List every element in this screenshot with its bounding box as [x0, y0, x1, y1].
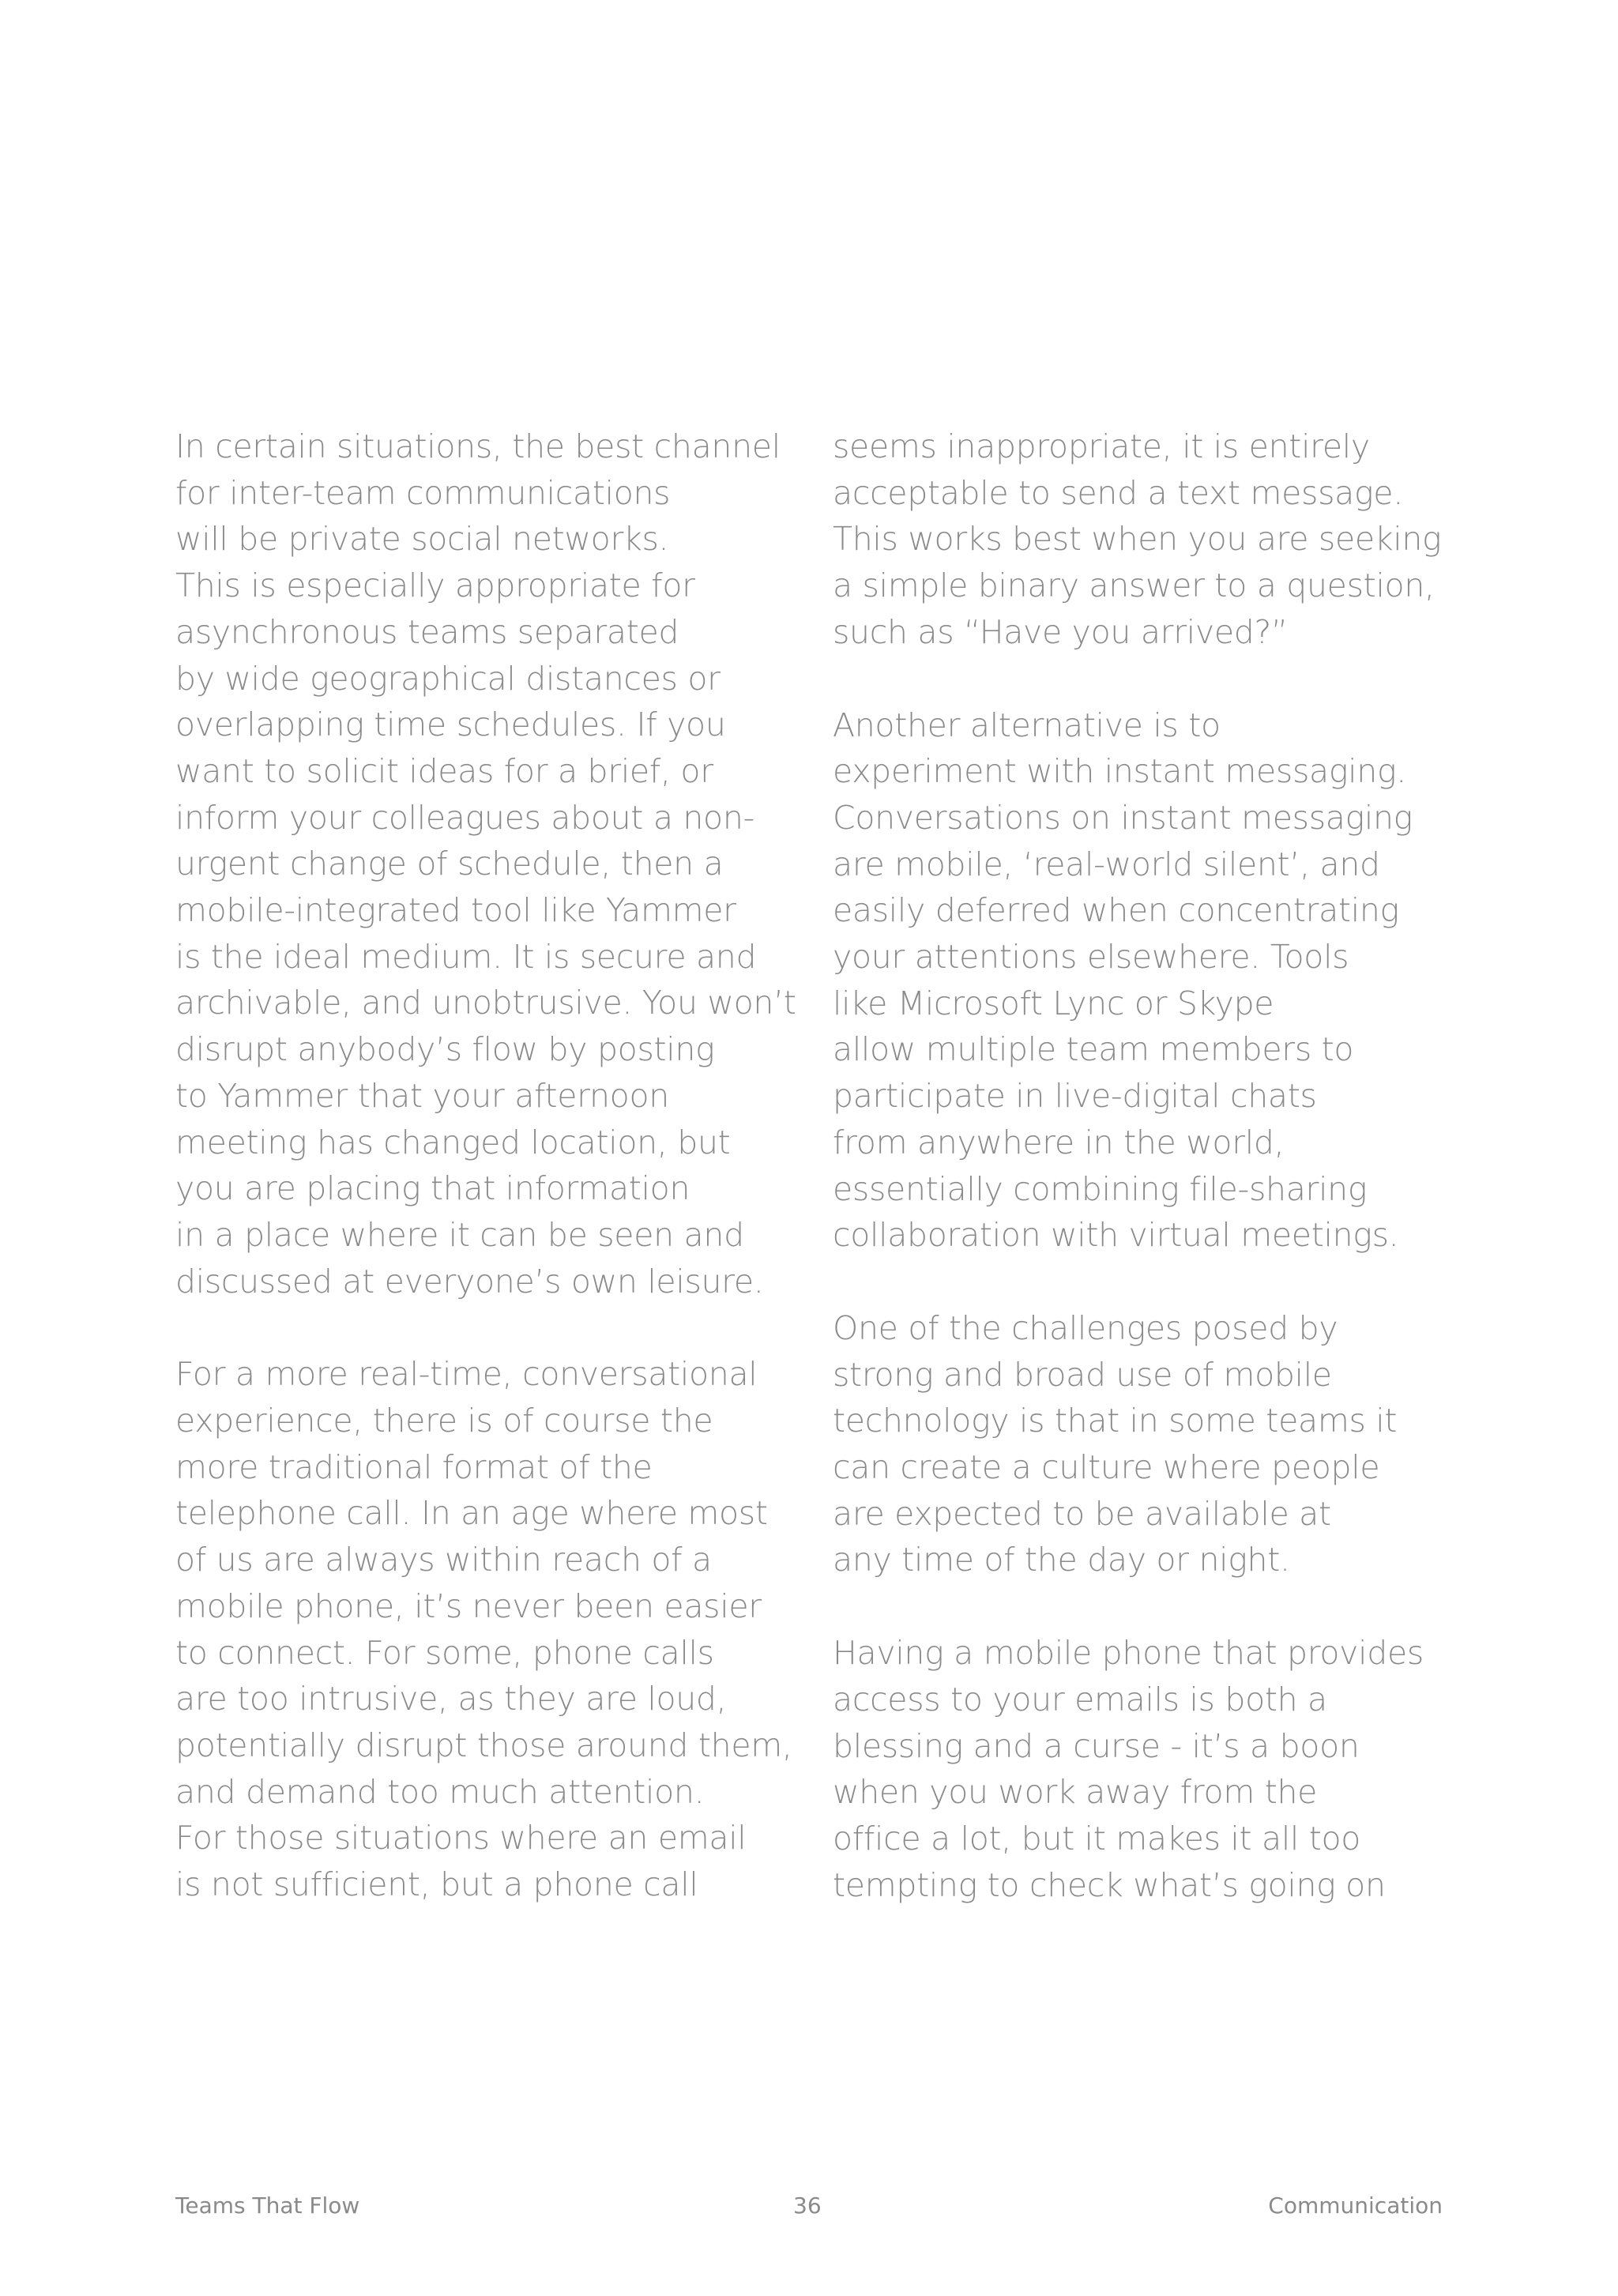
text-line: mobile phone, it’s never been easier [175, 1586, 762, 1625]
text-line: such as “Have you arrived?” [833, 612, 1288, 651]
text-line: access to your emails is both a [833, 1680, 1327, 1718]
text-line: to connect. For some, phone calls [175, 1633, 714, 1672]
text-line: want to solicit ideas for a brief, or [175, 751, 713, 790]
text-line: inform your colleagues about a non- [175, 798, 755, 837]
text-line: One of the challenges posed by [833, 1308, 1338, 1347]
text-line: disrupt anybody’s flow by posting [175, 1030, 715, 1069]
footer-chapter-title: Communication [1268, 2192, 1443, 2219]
text-line: your attentions elsewhere. Tools [833, 938, 1349, 977]
text-line: mobile-integrated tool like Yammer [175, 891, 736, 930]
text-line: Having a mobile phone that provides [833, 1634, 1424, 1673]
text-line: are mobile, ‘real-world silent’, and [833, 845, 1380, 883]
text-line: overlapping time schedules. If you [175, 706, 726, 744]
text-line: meeting has changed location, but [175, 1123, 731, 1161]
text-line: archivable, and unobtrusive. You won’t [175, 984, 796, 1022]
text-line: collaboration with virtual meetings. [833, 1216, 1399, 1255]
text-line: are expected to be available at [833, 1494, 1331, 1533]
text-line: is the ideal medium. It is secure and [175, 937, 757, 976]
text-line: urgent change of schedule, then a [175, 845, 724, 883]
text-line: experience, there is of course the [175, 1402, 713, 1440]
text-line: can create a culture where people [833, 1448, 1380, 1487]
text-line: of us are always within reach of a [175, 1541, 712, 1579]
paragraph [833, 1630, 1457, 1908]
text-line: discussed at everyone’s own leisure. [175, 1262, 764, 1300]
footer-page-number: 36 [793, 2192, 822, 2219]
paragraph [175, 423, 800, 1304]
text-line: experiment with instant messaging. [833, 752, 1406, 791]
text-line: by wide geographical distances or [175, 659, 721, 698]
text-line: is not sufficient, but a phone call [175, 1865, 698, 1904]
paragraph [833, 423, 1457, 656]
text-line: For a more real-time, conversational [175, 1355, 758, 1394]
text-line: For those situations where an email [175, 1819, 747, 1858]
right-column [833, 423, 1457, 1955]
text-line: Conversations on instant messaging [833, 798, 1413, 837]
text-line: asynchronous teams separated [175, 612, 679, 651]
text-line: This works best when you are seeking [833, 520, 1442, 559]
text-line: tempting to check what’s going on [833, 1865, 1386, 1904]
text-line: to Yammer that your afternoon [175, 1076, 669, 1115]
text-line: like Microsoft Lync or Skype [833, 984, 1274, 1022]
text-line: strong and broad use of mobile [833, 1355, 1332, 1394]
text-line: Another alternative is to [833, 706, 1221, 744]
text-line: a simple binary answer to a question, [833, 566, 1435, 605]
text-line: office a lot, but it makes it all too [833, 1819, 1361, 1858]
text-line: seems inappropriate, it is entirely [833, 427, 1370, 465]
text-line: This is especially appropriate for [175, 566, 695, 605]
left-column [175, 423, 800, 1955]
text-line: more traditional format of the [175, 1447, 653, 1486]
text-line: blessing and a curse - it’s a boon [833, 1726, 1360, 1765]
paragraph [175, 1351, 800, 1907]
text-line: telephone call. In an age where most [175, 1494, 768, 1533]
text-line: are too intrusive, as they are loud, [175, 1680, 727, 1718]
text-line: for inter-team communications [175, 473, 671, 512]
text-line: technology is that in some teams it [833, 1402, 1398, 1440]
text-line: when you work away from the [833, 1773, 1318, 1812]
text-line: you are placing that information [175, 1169, 690, 1208]
text-line: from anywhere in the world, [833, 1123, 1285, 1161]
text-line: In certain situations, the best channel [175, 427, 781, 465]
text-line: essentially combining file-sharing [833, 1169, 1368, 1208]
text-line: in a place where it can be seen and [175, 1215, 744, 1254]
paragraph [833, 702, 1457, 1259]
text-line: allow multiple team members to [833, 1030, 1354, 1069]
text-line: easily deferred when concentrating [833, 891, 1399, 930]
text-line: any time of the day or night. [833, 1541, 1290, 1579]
text-line: and demand too much attention. [175, 1772, 705, 1811]
text-line: participate in live-digital chats [833, 1077, 1317, 1116]
footer-book-title: Teams That Flow [175, 2192, 360, 2219]
text-line: acceptable to send a text message. [833, 473, 1403, 512]
text-line: potentially disrupt those around them, [175, 1726, 792, 1764]
paragraph [833, 1305, 1457, 1583]
text-line: will be private social networks. [175, 520, 669, 559]
